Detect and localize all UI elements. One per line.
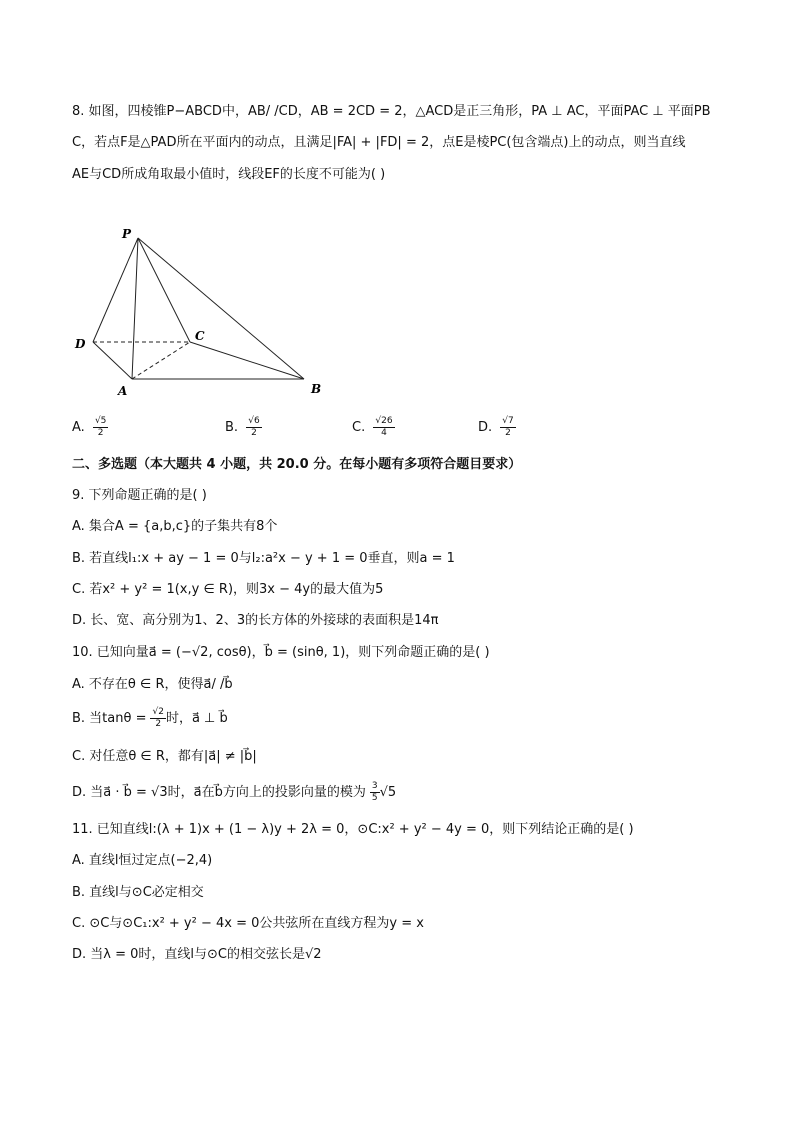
q10-option-d <box>72 781 396 804</box>
option-letter: D. <box>478 420 493 435</box>
q9-option-d: D. 长、宽、高分别为1、2、3的长方体的外接球的表面积是14π <box>72 613 439 628</box>
numerator: √26 <box>375 416 393 426</box>
q9-option-a: A. 集合A = {a,b,c}的子集共有8个 <box>72 519 278 534</box>
q11-option-d: D. 当λ = 0时，直线l与⊙C的相交弦长是√2 <box>72 947 322 962</box>
fraction <box>150 707 165 730</box>
q11-option-c: C. ⊙C与⊙C₁:x² + y² − 4x = 0公共弦所在直线方程为y = x <box>72 916 424 931</box>
q8-stem-line-3: AE与CD所成角取最小值时，线段EF的长度不可能为( ) <box>72 167 386 182</box>
denominator: 2 <box>97 428 104 438</box>
fraction <box>500 416 515 439</box>
denominator: 5 <box>371 793 378 803</box>
numerator: √5 <box>94 416 107 426</box>
option-text: D. 当a⃗ · b⃗ = √3时，a⃗在b⃗方向上的投影向量的模为 <box>72 785 366 800</box>
denominator: 2 <box>251 428 257 438</box>
edge-AC-dashed <box>132 342 190 379</box>
label-A: A <box>118 384 128 398</box>
q11-option-b: B. 直线l与⊙C必定相交 <box>72 885 204 900</box>
label-D: D <box>75 337 86 351</box>
q9-option-c: C. 若x² + y² = 1(x,y ∈ R)，则3x − 4y的最大值为5 <box>72 582 384 597</box>
option-letter: C. <box>352 420 366 435</box>
edge-PB <box>138 238 304 379</box>
q8-option-c <box>352 414 395 442</box>
edge-DA <box>93 342 132 379</box>
fraction <box>370 781 380 804</box>
label-C: C <box>195 329 205 343</box>
option-letter: A. <box>72 420 85 435</box>
q10-option-a: A. 不存在θ ∈ R，使得a⃗/ /b⃗ <box>72 677 233 692</box>
label-P: P <box>122 227 132 241</box>
q9-option-b: B. 若直线l₁:x + ay − 1 = 0与l₂:a²x − y + 1 = 0垂直，则a = 1 <box>72 551 455 566</box>
edge-PA <box>132 238 138 379</box>
label-B: B <box>311 382 322 396</box>
denominator: 2 <box>505 428 511 438</box>
section-heading: 二、多选题（本大题共 4 小题，共 20.0 分。在每小题有多项符合题目要求） <box>72 457 522 472</box>
q8-option-a <box>72 414 108 442</box>
edge-CB <box>190 342 304 379</box>
numerator: 3 <box>371 781 378 791</box>
q11-stem: 11. 已知直线l:(λ + 1)x + (1 − λ)y + 2λ = 0，⊙C:x² + y² − 4y = 0，则下列结论正确的是( ) <box>72 822 634 837</box>
option-text: 时，a⃗ ⊥ b⃗ <box>165 711 228 726</box>
q8-options <box>72 414 722 444</box>
edge-PD <box>93 238 138 342</box>
option-text: √5 <box>379 785 397 800</box>
denominator: 4 <box>381 428 387 438</box>
option-text: B. 当tanθ = <box>72 711 147 726</box>
fraction <box>93 416 108 439</box>
q10-option-c: C. 对任意θ ∈ R，都有|a⃗| ≠ |b⃗| <box>72 749 257 764</box>
q9-stem: 9. 下列命题正确的是( ) <box>72 488 207 503</box>
q10-stem: 10. 已知向量a⃗ = (−√2, cosθ)，b⃗ = (sinθ, 1)，则下列命题正确的是( ) <box>72 645 490 660</box>
q8-option-d <box>478 414 516 442</box>
fraction <box>373 416 394 439</box>
q11-option-a: A. 直线l恒过定点(−2,4) <box>72 853 213 868</box>
denominator: 2 <box>155 719 162 729</box>
q8-option-b <box>225 414 262 442</box>
fraction <box>246 416 261 439</box>
numerator: √2 <box>152 707 164 717</box>
q8-stem-line-1: 8. 如图，四棱锥P−ABCD中，AB/ /CD，AB = 2CD = 2，△ACD是正三角形，PA ⊥ AC，平面PAC ⊥ 平面PB <box>72 104 711 119</box>
numerator: √6 <box>248 416 260 426</box>
edge-PC <box>138 238 190 342</box>
option-letter: B. <box>225 420 239 435</box>
numerator: √7 <box>502 416 514 426</box>
q8-stem-line-2: C，若点F是△PAD所在平面内的动点，且满足|FA| + |FD| = 2，点E是棱PC(包含端点)上的动点，则当直线 <box>72 135 686 150</box>
pyramid-figure <box>70 222 330 400</box>
q10-option-b <box>72 707 228 730</box>
